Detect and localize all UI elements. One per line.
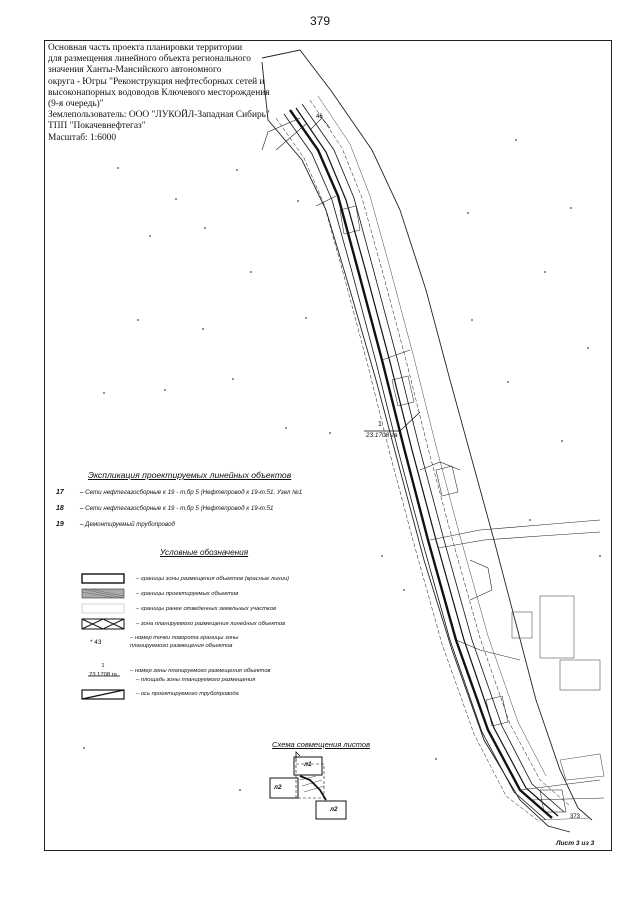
explication-item [56, 505, 376, 512]
explication-num: 18 [56, 505, 64, 512]
zone-area: 23.1708 га [366, 432, 398, 439]
explication-num: 17 [56, 489, 64, 496]
scheme-title: Схема совмещения листов [272, 740, 371, 749]
legend-zone-symbol-number: 1 [101, 663, 105, 669]
legend-label: – ось проектируемого трубопровода [136, 691, 239, 697]
land-user-line: ТПП "Покачевнефтегаз" [48, 121, 146, 132]
legend-zone-symbol [82, 662, 124, 680]
legend-label: – зона планируемого размещения линейных объектов [136, 621, 286, 627]
legend-item [130, 620, 285, 628]
scheme-sheet-label: л2 [330, 806, 338, 813]
title-line: Основная часть проекта планировки территории [48, 43, 243, 53]
title-line: округа - Югры "Реконструкция нефтесборных сетей и [48, 76, 265, 87]
legend-label: – границы зоны размещения объектов (красные линии) [136, 576, 290, 582]
title-line: высоконапорных водоводов Ключевого месторождения [48, 87, 270, 98]
legend-point-symbol: * 43 [90, 638, 102, 646]
sheet-label: Лист 3 из 3 [556, 840, 595, 847]
legend-label: – границы проектируемых объектов [136, 591, 239, 597]
legend-item [90, 634, 330, 650]
legend-item [130, 676, 255, 684]
legend-label: – площадь зоны планируемого размещения [136, 677, 256, 683]
title-line: (9-я очередь)" [48, 99, 104, 110]
corridor-boundary [262, 50, 592, 832]
legend-title: Условные обозначения [160, 548, 249, 557]
scale-line: Масштаб: 1:6000 [48, 132, 117, 143]
legend-item [130, 590, 238, 598]
explication-item [56, 489, 376, 496]
pipeline-branches [262, 118, 604, 800]
explication-text: – Сети нефтегазосборные к 19 - т.бр 5 (Нефтепровод к 19-т.51. Узел №1 [80, 489, 303, 496]
pipeline-bundle [276, 96, 570, 822]
legend-item [130, 605, 276, 613]
explication-item [56, 521, 376, 528]
explication-text: – Сети нефтегазосборные к 19 - т.бр 5 (Нефтепровод к 19-т.51 [80, 505, 274, 512]
scheme-sheet-label: л1 [304, 761, 312, 768]
explication-title: Экспликация проектируемых линейных объектов [88, 470, 292, 480]
point-number-top: 46 [316, 114, 323, 120]
explication-text: – Демонтируемый трубопровод [80, 521, 175, 528]
land-user-line: Землепользователь: ООО "ЛУКОЙЛ-Западная Сибирь" [48, 110, 270, 121]
title-line: значения Ханты-Мансийского автономного [48, 65, 222, 76]
scheme-sheet-label: л2 [274, 784, 282, 791]
point-number-bottom: 373 [570, 814, 581, 820]
legend-label: – номер точки поворота границы зоны планируемого размещения объектов [130, 635, 239, 649]
page-number: 379 [309, 14, 331, 28]
legend-item [130, 690, 239, 698]
legend-label: – номер зоны планируемого размещения объектов [130, 668, 271, 674]
explication [56, 470, 376, 528]
explication-num: 19 [56, 521, 64, 528]
legend-zone-symbol-area: 23.1708 га [89, 672, 117, 678]
title-line: для размещения линейного объекта регионального [48, 54, 251, 65]
zone-number: 1 [378, 421, 382, 428]
legend-label: – границы ранее отведенных земельных участков [136, 606, 277, 612]
legend-item [130, 575, 289, 583]
